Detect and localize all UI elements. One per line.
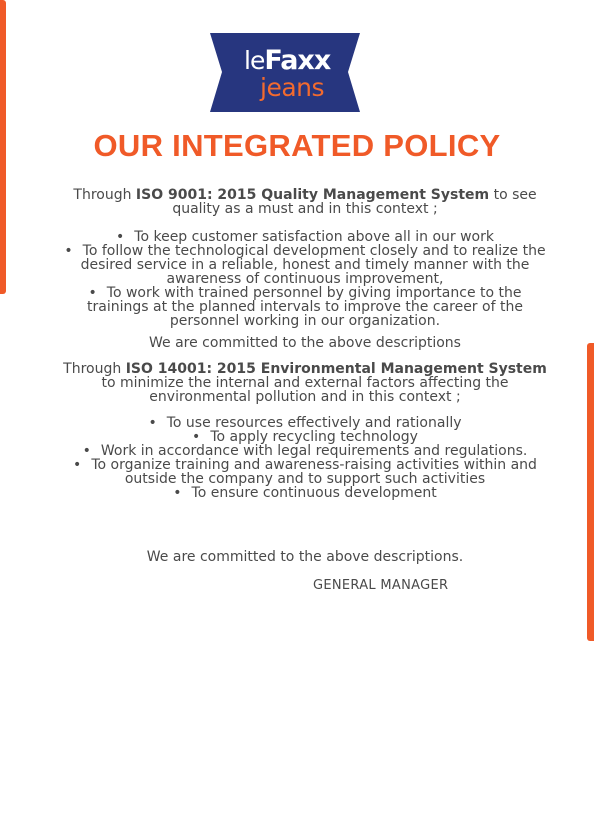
- list-item: • To ensure continuous development: [173, 485, 437, 501]
- quality-intro: Through ISO 9001: 2015 Quality Management System to see quality as a must and in this context ;: [73, 187, 537, 217]
- right-accent-bar: [587, 343, 594, 641]
- environment-commitment: We are committed to the above descriptions.: [146, 549, 464, 565]
- list-item: • To follow the technological development closely and to realize the desired service in a reliable, honest and timely manner with the awareness of continuous improvement,: [64, 243, 546, 287]
- lefaxx-jeans-logo: [210, 33, 360, 112]
- list-item: • To work with trained personnel by giving importance to the trainings at the planned intervals to improve the career of the personnel working in our organization.: [87, 285, 523, 329]
- quality-policy-section: [60, 188, 550, 216]
- logo-text-top: leFaxx: [244, 45, 331, 76]
- environment-bullet-list: [60, 416, 550, 500]
- list-item: • To keep customer satisfaction above all in our work: [116, 229, 494, 245]
- list-item: • To organize training and awareness-raising activities within and outside the company and to support such activities: [73, 457, 537, 487]
- quality-bullet-list: [60, 230, 550, 328]
- list-item: • To use resources effectively and rationally: [148, 415, 462, 431]
- environment-policy-section: [60, 362, 550, 404]
- signature-general-manager: GENERAL MANAGER: [313, 578, 449, 593]
- list-item: • Work in accordance with legal requirements and regulations.: [82, 443, 528, 459]
- page-title: OUR INTEGRATED POLICY: [93, 128, 501, 163]
- quality-commitment: We are committed to the above descriptions: [149, 335, 461, 351]
- logo-text-jeans: jeans: [260, 73, 325, 102]
- list-item: • To apply recycling technology: [192, 429, 418, 445]
- environment-intro: Through ISO 14001: 2015 Environmental Management System to minimize the internal and external factors affecting the environmental pollution and in this context ;: [63, 361, 547, 405]
